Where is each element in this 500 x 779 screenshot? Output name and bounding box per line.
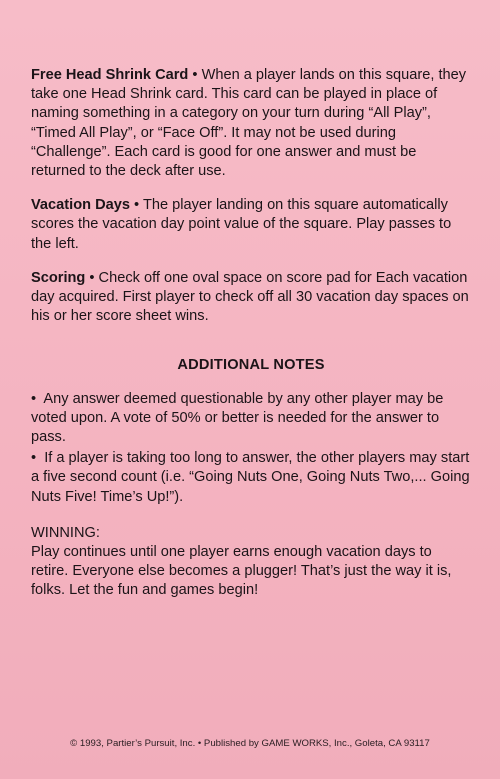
vacation-days-text: The player landing on this square automatically scores the vacation day point value of the square. Play passes to the left. (31, 197, 452, 252)
note-text: If a player is taking too long to answer, the other players may start a five second count (i.e. “Going Nuts One, Going Nuts Two,... Going Nuts Five! Time’s Up!”). (31, 450, 470, 505)
vacation-days-term: Vacation Days (31, 197, 130, 214)
note-item: • Any answer deemed questionable by any other player may be voted upon. A vote of 50% or better is needed for the answer to pass. (31, 390, 444, 446)
shrink-card-paragraph: Free Head Shrink Card • When a player lands on this square, they take one Head Shrink card. This card can be played in place of naming something in a category on your turn during “All Play”, “Timed All Play”, or “Face Off”. It may not be used during “Challenge”. Each card is good for one answer and must be returned to the deck after use. (31, 67, 467, 180)
additional-notes-heading: ADDITIONAL NOTES (177, 357, 325, 374)
winning-text: Play continues until one player earns enough vacation days to retire. Everyone else becomes a plugger! That’s just the way it is, folks. Let the fun and games begin! (31, 544, 452, 599)
copyright-footer: © 1993, Partier’s Pursuit, Inc. • Published by GAME WORKS, Inc., Goleta, CA 93117 (70, 738, 430, 749)
winning-label: WINNING: (31, 524, 100, 541)
scoring-text: Check off one oval space on score pad for Each vacation day acquired. First player to check off all 30 vacation day spaces on his or her score sheet wins. (31, 269, 469, 325)
note-item: • If a player is taking too long to answer, the other players may start a five second count (i.e. “Going Nuts One, Going Nuts Two,... Going Nuts Five! Time’s Up!”). (31, 450, 470, 505)
scoring-term: Scoring (31, 269, 86, 286)
shrink-card-text: When a player lands on this square, they take one Head Shrink card. This card can be played in place of naming something in a category on your turn during “All Play”, “Timed All Play”, or “Face Off”. It may not be used during “Challenge”. Each card is good for one answer and must be returned to the deck after use. (31, 67, 467, 180)
scoring-paragraph: Scoring • Check off one oval space on score pad for Each vacation day acquired. First player to check off all 30 vacation day spaces on his or her score sheet wins. (31, 269, 469, 325)
note-text: Any answer deemed questionable by any other player may be voted upon. A vote of 50% or better is needed for the answer to pass. (31, 390, 444, 446)
rules-content (31, 66, 471, 616)
vacation-days-paragraph: Vacation Days • The player landing on this square automatically scores the vacation day point value of the square. Play passes to the left. (31, 197, 452, 252)
shrink-card-term: Free Head Shrink Card (31, 67, 189, 83)
notes-list (31, 390, 471, 507)
